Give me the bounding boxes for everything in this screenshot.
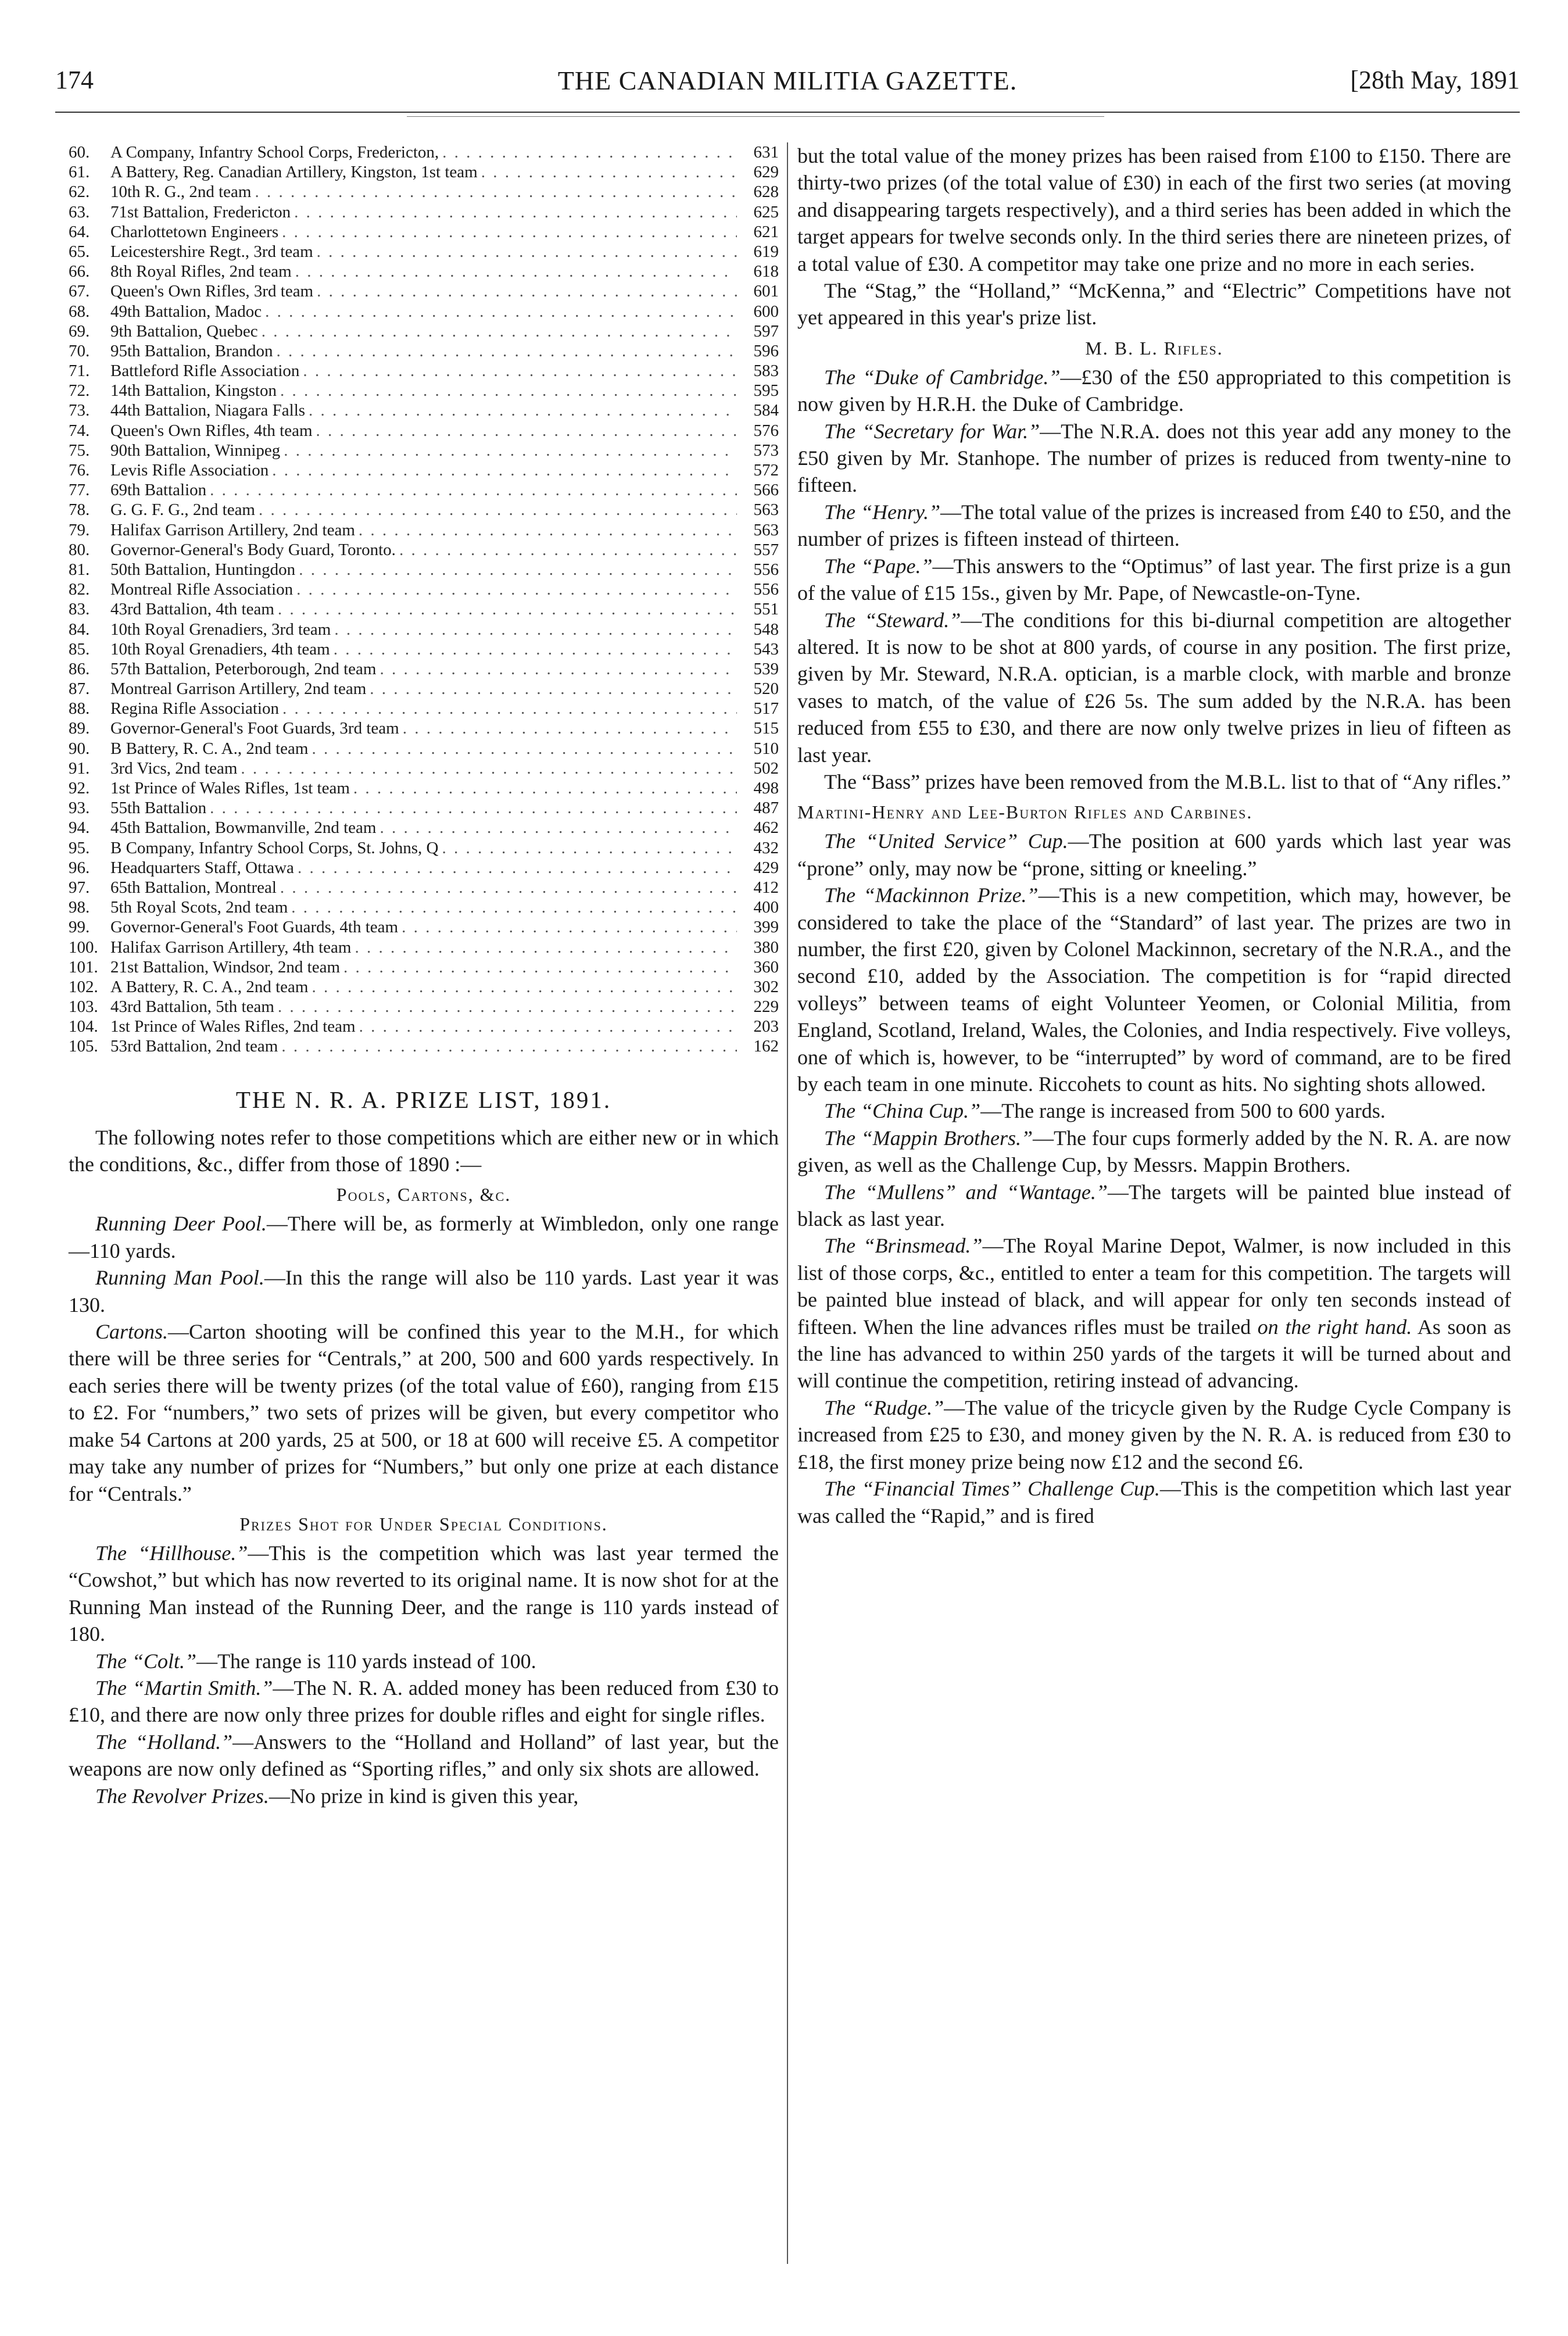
ranking-row bbox=[69, 977, 779, 997]
ranking-position: 89. bbox=[69, 719, 90, 738]
ranking-team-name: A Battery, R. C. A., 2nd team bbox=[110, 977, 309, 996]
ranking-team-name: 43rd Battalion, 4th team bbox=[110, 600, 274, 619]
ranking-score: 557 bbox=[753, 540, 779, 559]
dot-leader bbox=[359, 520, 737, 540]
ranking-row bbox=[69, 361, 779, 381]
ranking-team-name: 45th Battalion, Bowmanville, 2nd team bbox=[110, 818, 377, 838]
dot-leader bbox=[262, 321, 737, 341]
ranking-position: 90. bbox=[69, 739, 90, 758]
dot-leader bbox=[210, 480, 737, 500]
header-rule-thin bbox=[407, 116, 1104, 117]
ranking-row bbox=[69, 599, 779, 619]
ranking-position: 93. bbox=[69, 799, 90, 818]
dot-leader bbox=[298, 858, 737, 878]
column-divider bbox=[787, 142, 788, 2264]
dot-leader bbox=[334, 639, 737, 659]
dot-leader bbox=[317, 242, 737, 262]
ranking-position: 68. bbox=[69, 302, 90, 321]
dot-leader bbox=[355, 938, 737, 957]
ranking-row bbox=[69, 699, 779, 718]
special-conditions-heading: Prizes Shot for Under Special Conditions. bbox=[239, 1513, 608, 1534]
ranking-team-name: Halifax Garrison Artillery, 4th team bbox=[110, 938, 352, 957]
ranking-score: 429 bbox=[753, 858, 779, 877]
ranking-score: 380 bbox=[753, 938, 779, 957]
ranking-team-name: 10th R. G., 2nd team bbox=[110, 183, 252, 202]
ranking-row bbox=[69, 579, 779, 599]
running-deer-paragraph: Running Deer Pool.—There will be, as formerly at Wimbledon, only one range—110 yards. bbox=[69, 1212, 779, 1262]
ranking-team-name: Regina Rifle Association bbox=[110, 699, 279, 718]
ranking-score: 595 bbox=[753, 381, 779, 400]
ranking-score: 432 bbox=[753, 838, 779, 857]
ranking-row bbox=[69, 878, 779, 897]
ranking-score: 360 bbox=[753, 957, 779, 976]
ranking-team-name: Queen's Own Rifles, 4th team bbox=[110, 421, 313, 440]
dot-leader bbox=[403, 718, 737, 738]
ranking-team-name: 53rd Battalion, 2nd team bbox=[110, 1037, 278, 1056]
ranking-score: 510 bbox=[753, 739, 779, 758]
ranking-score: 576 bbox=[753, 421, 779, 440]
ranking-row bbox=[69, 262, 779, 281]
ranking-score: 596 bbox=[753, 341, 779, 360]
dot-leader bbox=[284, 441, 737, 460]
ranking-position: 62. bbox=[69, 183, 90, 202]
dot-leader bbox=[303, 361, 737, 381]
ranking-position: 91. bbox=[69, 759, 90, 778]
ranking-position: 85. bbox=[69, 639, 90, 659]
ranking-position: 60. bbox=[69, 143, 90, 162]
dot-leader bbox=[210, 798, 737, 818]
ranking-score: 543 bbox=[753, 639, 779, 659]
dot-leader bbox=[442, 838, 737, 858]
ranking-row bbox=[69, 162, 779, 182]
ranking-score: 601 bbox=[753, 282, 779, 301]
ranking-score: 556 bbox=[753, 580, 779, 599]
dot-leader bbox=[481, 162, 737, 182]
mullens-paragraph: The “Mullens” and “Wantage.”—The targets will be painted blue instead of black as last year. bbox=[797, 1180, 1511, 1231]
ranking-position: 69. bbox=[69, 321, 90, 341]
dot-leader bbox=[299, 560, 737, 579]
dot-leader bbox=[296, 579, 737, 599]
ranking-team-name: B Battery, R. C. A., 2nd team bbox=[110, 739, 309, 758]
ranking-position: 75. bbox=[69, 441, 90, 460]
ranking-position: 63. bbox=[69, 202, 90, 221]
ranking-position: 82. bbox=[69, 580, 90, 599]
ranking-score: 462 bbox=[753, 818, 779, 838]
ranking-position: 71. bbox=[69, 362, 90, 381]
ranking-score: 597 bbox=[753, 321, 779, 341]
ranking-score: 600 bbox=[753, 302, 779, 321]
ranking-team-name: 14th Battalion, Kingston bbox=[110, 381, 277, 400]
ranking-score: 502 bbox=[753, 759, 779, 778]
holland-paragraph: The “Holland.”—Answers to the “Holland and Holland” of last year, but the weapons are now only defined as “Sporting rifles,” and only six shots are allowed. bbox=[69, 1730, 779, 1781]
ranking-position: 88. bbox=[69, 699, 90, 718]
ranking-team-name: 65th Battalion, Montreal bbox=[110, 878, 277, 897]
duke-paragraph: The “Duke of Cambridge.”—£30 of the £50 appropriated to this competition is now given by H.R.H. the Duke of Cambridge. bbox=[797, 365, 1512, 416]
ranking-score: 162 bbox=[753, 1037, 779, 1056]
ranking-team-name: Leicestershire Regt., 3rd team bbox=[110, 242, 313, 261]
mackinnon-paragraph: The “Mackinnon Prize.”—This is a new competition, which may, however, be considered to take the place of the “Standard” of last year. The prizes are two in number, the first £20, given by Colonel Mackinnon, secretary of the N.R.A., and the second £10, added by the Association. The competition is for “rapid directed volleys” between teams of eight Volunteer Yeomen, or Colonial Militia, from England, Scotland, Ireland, Wales, the Colonies, and India respectively. Five volleys, one of which is, however, to be “interrupted” by word of command, are to be fired by each team in one minute. Riccohets to count as hits. No sighting shots allowed. bbox=[797, 883, 1511, 1096]
ranking-team-name: 55th Battalion bbox=[110, 799, 207, 818]
ranking-position: 72. bbox=[69, 381, 90, 400]
ranking-position: 74. bbox=[69, 421, 90, 440]
ranking-row bbox=[69, 480, 779, 500]
ranking-row bbox=[69, 142, 779, 162]
ranking-team-name: 95th Battalion, Brandon bbox=[110, 341, 273, 360]
dot-leader bbox=[282, 222, 737, 242]
ranking-position: 98. bbox=[69, 898, 90, 917]
ranking-score: 229 bbox=[753, 997, 779, 1017]
page-header bbox=[55, 65, 1520, 106]
ranking-score: 399 bbox=[753, 918, 779, 937]
ranking-position: 61. bbox=[69, 163, 90, 182]
dot-leader bbox=[402, 917, 737, 937]
ranking-position: 79. bbox=[69, 520, 90, 539]
ranking-position: 103. bbox=[69, 997, 98, 1017]
ranking-score: 400 bbox=[753, 898, 779, 917]
ranking-row bbox=[69, 500, 779, 520]
ranking-position: 101. bbox=[69, 957, 98, 976]
ranking-row bbox=[69, 202, 779, 222]
ranking-team-name: Headquarters Staff, Ottawa bbox=[110, 858, 294, 877]
ranking-position: 102. bbox=[69, 977, 98, 996]
ranking-row bbox=[69, 381, 779, 400]
financial-times-paragraph: The “Financial Times” Challenge Cup.—This is the competition which last year was called the “Rapid,” and is fired bbox=[797, 1477, 1511, 1527]
ranking-team-name: Governor-General's Foot Guards, 3rd team bbox=[110, 719, 399, 738]
mbl-heading: M. B. L. Rifles. bbox=[1085, 337, 1223, 359]
china-cup-paragraph: The “China Cup.”—The range is increased from 500 to 600 yards. bbox=[824, 1099, 1386, 1123]
ranking-row bbox=[69, 838, 779, 858]
ranking-team-name: 71st Battalion, Fredericton bbox=[110, 202, 291, 221]
team-ranking-list bbox=[69, 142, 779, 1057]
ranking-team-name: 44th Battalion, Niagara Falls bbox=[110, 401, 306, 420]
ranking-position: 67. bbox=[69, 282, 90, 301]
ranking-row bbox=[69, 341, 779, 361]
ranking-row bbox=[69, 759, 779, 778]
ranking-score: 625 bbox=[753, 202, 779, 221]
header-rule bbox=[55, 112, 1520, 113]
ranking-row bbox=[69, 540, 779, 560]
ranking-score: 551 bbox=[753, 600, 779, 619]
ranking-score: 563 bbox=[753, 500, 779, 520]
dot-leader bbox=[317, 281, 737, 301]
ranking-position: 65. bbox=[69, 242, 90, 261]
ranking-position: 97. bbox=[69, 878, 90, 897]
ranking-position: 92. bbox=[69, 779, 90, 797]
ranking-team-name: Queen's Own Rifles, 3rd team bbox=[110, 282, 314, 301]
ranking-team-name: 1st Prince of Wales Rifles, 1st team bbox=[110, 779, 350, 797]
ranking-position: 81. bbox=[69, 560, 90, 579]
ranking-score: 520 bbox=[753, 679, 779, 699]
ranking-team-name: 9th Battalion, Quebec bbox=[110, 321, 258, 341]
ranking-team-name: 69th Battalion bbox=[110, 481, 207, 500]
dot-leader bbox=[280, 381, 737, 400]
dot-leader bbox=[281, 1036, 737, 1056]
dot-leader bbox=[316, 421, 737, 441]
ranking-score: 302 bbox=[753, 977, 779, 996]
ranking-position: 96. bbox=[69, 858, 90, 877]
ranking-position: 83. bbox=[69, 600, 90, 619]
martini-heading: Martini-Henry and Lee-Burton Rifles and Carbines. bbox=[797, 802, 1253, 823]
ranking-row bbox=[69, 460, 779, 480]
dot-leader bbox=[294, 202, 737, 222]
dot-leader bbox=[343, 957, 737, 977]
ranking-row bbox=[69, 798, 779, 818]
ranking-position: 84. bbox=[69, 620, 90, 639]
ranking-row bbox=[69, 639, 779, 659]
ranking-position: 78. bbox=[69, 500, 90, 520]
ranking-position: 66. bbox=[69, 262, 90, 281]
dot-leader bbox=[399, 540, 737, 560]
ranking-score: 487 bbox=[753, 799, 779, 818]
ranking-team-name: 10th Royal Grenadiers, 4th team bbox=[110, 639, 330, 659]
ranking-row bbox=[69, 520, 779, 540]
ranking-row bbox=[69, 441, 779, 460]
article-title: THE N. R. A. PRIZE LIST, 1891. bbox=[235, 1086, 612, 1113]
ranking-row bbox=[69, 997, 779, 1017]
dot-leader bbox=[380, 659, 737, 679]
issue-date: [28th May, 1891 bbox=[1350, 66, 1520, 94]
dot-leader bbox=[312, 977, 737, 997]
ranking-team-name: A Company, Infantry School Corps, Fredericton, bbox=[110, 143, 439, 162]
ranking-score: 548 bbox=[753, 620, 779, 639]
ranking-team-name: 8th Royal Rifles, 2nd team bbox=[110, 262, 292, 281]
brinsmead-paragraph: The “Brinsmead.”—The Royal Marine Depot, Walmer, is now included in this list of those corps, &c., entitled to enter a team for this competition. The targets will be painted blue instead of black, and will appear for only ten seconds instead of fifteen. When the line advances rifles must be trailed on the right hand. As soon as the line has advanced to within 250 yards of the targets it will be turned about and will continue the competition, retiring instead of advancing. bbox=[797, 1234, 1512, 1393]
right-column bbox=[797, 142, 1511, 1529]
ranking-position: 77. bbox=[69, 481, 90, 500]
ranking-position: 99. bbox=[69, 918, 90, 937]
dot-leader bbox=[353, 778, 737, 798]
ranking-score: 621 bbox=[753, 222, 779, 241]
ranking-row bbox=[69, 659, 779, 679]
ranking-team-name: 3rd Vics, 2nd team bbox=[110, 759, 238, 778]
ranking-team-name: Governor-General's Body Guard, Toronto. bbox=[110, 540, 396, 559]
ranking-row bbox=[69, 897, 779, 917]
ranking-team-name: A Battery, Reg. Canadian Artillery, Kingston, 1st team bbox=[110, 163, 478, 182]
ranking-position: 105. bbox=[69, 1037, 98, 1056]
ranking-row bbox=[69, 281, 779, 301]
ranking-position: 104. bbox=[69, 1017, 98, 1036]
ranking-team-name: 50th Battalion, Huntingdon bbox=[110, 560, 296, 579]
ranking-row bbox=[69, 917, 779, 937]
masthead-title: THE CANADIAN MILITIA GAZETTE. bbox=[557, 66, 1018, 95]
ranking-row bbox=[69, 421, 779, 441]
dot-leader bbox=[309, 400, 737, 420]
dot-leader bbox=[312, 739, 737, 759]
ranking-position: 80. bbox=[69, 540, 90, 559]
ranking-row bbox=[69, 321, 779, 341]
ranking-score: 498 bbox=[753, 779, 779, 797]
ranking-row bbox=[69, 560, 779, 579]
dot-leader bbox=[370, 679, 737, 699]
ranking-row bbox=[69, 620, 779, 639]
ranking-team-name: Levis Rifle Association bbox=[110, 461, 269, 480]
ranking-position: 94. bbox=[69, 818, 90, 838]
cartons-paragraph: Cartons.—Carton shooting will be confined this year to the M.H., for which there will be three series for “Centrals,” at 200, 500 and 600 yards respectively. In each series there will be twenty prizes (of the total value of £60), ranging from £15 to £2. For “numbers,” two sets of prizes will be given, but every competitor who make 54 Cartons at 200 yards, 25 at 500, or 18 at 600 will receive £5. A competitor may take any number of prizes for “Numbers,” but only one prize at each distance for “Centrals.” bbox=[69, 1320, 779, 1505]
ranking-score: 628 bbox=[753, 183, 779, 202]
hillhouse-paragraph: The “Hillhouse.”—This is the competition which was last year termed the “Cowshot,” but which has now reverted to its original name. It is now shot for at the Running Man instead of the Running Deer, and the range is 110 yards instead of 180. bbox=[69, 1541, 779, 1646]
ranking-row bbox=[69, 818, 779, 838]
ranking-score: 618 bbox=[753, 262, 779, 281]
ranking-team-name: Halifax Garrison Artillery, 2nd team bbox=[110, 520, 355, 539]
ranking-position: 73. bbox=[69, 401, 90, 420]
ranking-row bbox=[69, 400, 779, 420]
ranking-score: 573 bbox=[753, 441, 779, 460]
ranking-row bbox=[69, 739, 779, 759]
martin-smith-paragraph: The “Martin Smith.”—The N. R. A. added money has been reduced from £30 to £10, and there are now only three prizes for double rifles and eight for single rifles. bbox=[69, 1676, 779, 1727]
ranking-row bbox=[69, 957, 779, 977]
ranking-team-name: 10th Royal Grenadiers, 3rd team bbox=[110, 620, 331, 639]
ranking-team-name: Montreal Rifle Association bbox=[110, 580, 293, 599]
ranking-position: 87. bbox=[69, 679, 90, 699]
dot-leader bbox=[255, 182, 737, 202]
dot-leader bbox=[442, 142, 737, 162]
ranking-row bbox=[69, 938, 779, 957]
bass-paragraph: The “Bass” prizes have been removed from the M.B.L. list to that of “Any rifles.” bbox=[824, 770, 1511, 793]
ranking-team-name: 1st Prince of Wales Rifles, 2nd team bbox=[110, 1017, 356, 1036]
dot-leader bbox=[272, 460, 737, 480]
ranking-position: 70. bbox=[69, 341, 90, 360]
ranking-position: 95. bbox=[69, 838, 90, 857]
dot-leader bbox=[291, 897, 737, 917]
page-number: 174 bbox=[55, 66, 94, 94]
ranking-score: 563 bbox=[753, 520, 779, 539]
dot-leader bbox=[334, 620, 737, 639]
ranking-score: 517 bbox=[753, 699, 779, 718]
ranking-row bbox=[69, 1017, 779, 1036]
secretary-paragraph: The “Secretary for War.”—The N.R.A. does not this year add any money to the £50 given by Mr. Stanhope. The number of prizes is reduced from twenty-nine to fifteen. bbox=[797, 419, 1511, 497]
ranking-row bbox=[69, 858, 779, 878]
mappin-paragraph: The “Mappin Brothers.”—The four cups formerly added by the N. R. A. are now given, as well as the Challenge Cup, by Messrs. Mappin Brothers. bbox=[797, 1126, 1511, 1177]
ranking-row bbox=[69, 718, 779, 738]
henry-paragraph: The “Henry.”—The total value of the prizes is increased from £40 to £50, and the number of prizes is fifteen instead of thirteen. bbox=[797, 500, 1511, 551]
ranking-position: 76. bbox=[69, 461, 90, 480]
ranking-row bbox=[69, 242, 779, 262]
ranking-position: 100. bbox=[69, 938, 98, 957]
ranking-team-name: Charlottetown Engineers bbox=[110, 222, 279, 241]
ranking-score: 539 bbox=[753, 659, 779, 678]
dot-leader bbox=[277, 341, 738, 361]
dot-leader bbox=[359, 1017, 737, 1036]
ranking-row bbox=[69, 222, 779, 242]
ranking-position: 86. bbox=[69, 659, 90, 678]
dot-leader bbox=[278, 599, 737, 619]
ranking-row bbox=[69, 778, 779, 798]
stag-paragraph: The “Stag,” the “Holland,” “McKenna,” and “Electric” Competitions have not yet appeared in this year's prize list. bbox=[797, 279, 1511, 330]
ranking-score: 556 bbox=[753, 560, 779, 579]
dot-leader bbox=[265, 302, 737, 321]
dot-leader bbox=[278, 997, 737, 1017]
ranking-team-name: Governor-General's Foot Guards, 4th team bbox=[110, 918, 399, 937]
rudge-paragraph: The “Rudge.”—The value of the tricycle given by the Rudge Cycle Company is increased from £25 to £30, and money given by the N. R. A. is reduced from £30 to £18, the first money prize being now £12 and the second £6. bbox=[797, 1396, 1511, 1473]
ranking-score: 619 bbox=[753, 242, 779, 261]
united-service-paragraph: The “United Service” Cup.—The position at 600 yards which last year was “prone” only, may now be “prone, sitting or kneeling.” bbox=[797, 829, 1511, 880]
ranking-score: 583 bbox=[753, 362, 779, 381]
dot-leader bbox=[280, 878, 737, 897]
ranking-score: 203 bbox=[753, 1017, 779, 1036]
ranking-position: 64. bbox=[69, 222, 90, 241]
ranking-team-name: 90th Battalion, Winnipeg bbox=[110, 441, 281, 460]
ranking-score: 584 bbox=[753, 401, 779, 420]
revolver-continuation: but the total value of the money prizes has been raised from £100 to £150. There are thirty-two prizes (of the total value of £30) in each of the first two series (at moving and disappearing targets respectively), and a third series has been added in which the target appears for twelve seconds only. In the third series there are nineteen prizes, of a total value of £30. A competitor may take one prize and no more in each series. bbox=[797, 144, 1511, 276]
ranking-row bbox=[69, 182, 779, 202]
revolver-paragraph: The Revolver Prizes.—No prize in kind is given this year, bbox=[95, 1784, 579, 1808]
ranking-team-name: 5th Royal Scots, 2nd team bbox=[110, 898, 288, 917]
dot-leader bbox=[282, 699, 737, 718]
dot-leader bbox=[259, 500, 737, 520]
ranking-score: 629 bbox=[753, 163, 779, 182]
ranking-score: 515 bbox=[753, 719, 779, 738]
dot-leader bbox=[295, 262, 737, 281]
ranking-team-name: G. G. F. G., 2nd team bbox=[110, 500, 255, 520]
dot-leader bbox=[241, 759, 737, 778]
ranking-team-name: Battleford Rifle Association bbox=[110, 362, 300, 381]
ranking-team-name: 43rd Battalion, 5th team bbox=[110, 997, 274, 1017]
ranking-team-name: 21st Battalion, Windsor, 2nd team bbox=[110, 957, 341, 976]
dot-leader bbox=[380, 818, 738, 838]
ranking-team-name: 57th Battalion, Peterborough, 2nd team bbox=[110, 659, 377, 678]
pools-heading: Pools, Cartons, &c. bbox=[336, 1184, 511, 1205]
ranking-team-name: Montreal Garrison Artillery, 2nd team bbox=[110, 679, 367, 699]
ranking-score: 631 bbox=[753, 143, 779, 162]
pape-paragraph: The “Pape.”—This answers to the “Optimus” of last year. The first prize is a gun of the value of £15 15s., given by Mr. Pape, of Newcastle-on-Tyne. bbox=[797, 554, 1512, 605]
ranking-team-name: B Company, Infantry School Corps, St. Johns, Q bbox=[110, 838, 439, 857]
article-intro: The following notes refer to those competitions which are either new or in which the conditions, &c., differ from those of 1890 :— bbox=[69, 1125, 779, 1176]
steward-paragraph: The “Steward.”—The conditions for this bi-diurnal competition are altogether altered. It is now to be shot at 800 yards, of course in any position. The first prize, given by Mr. Steward, N.R.A. optician, is a marble clock, with marble and bronze vases to match, of the value of £26 5s. The sum added by the N.R.A. has been reduced from £55 to £30, and there are now only twelve prizes in lieu of fifteen as last year. bbox=[797, 608, 1511, 767]
left-column bbox=[69, 142, 779, 1809]
running-man-paragraph: Running Man Pool.—In this the range will also be 110 yards. Last year it was 130. bbox=[69, 1266, 779, 1317]
ranking-row bbox=[69, 302, 779, 321]
ranking-score: 412 bbox=[753, 878, 779, 897]
ranking-row bbox=[69, 1036, 779, 1056]
ranking-team-name: 49th Battalion, Madoc bbox=[110, 302, 262, 321]
colt-paragraph: The “Colt.”—The range is 110 yards instead of 100. bbox=[95, 1649, 536, 1673]
ranking-row bbox=[69, 679, 779, 699]
ranking-score: 566 bbox=[753, 481, 779, 500]
ranking-score: 572 bbox=[753, 461, 779, 480]
